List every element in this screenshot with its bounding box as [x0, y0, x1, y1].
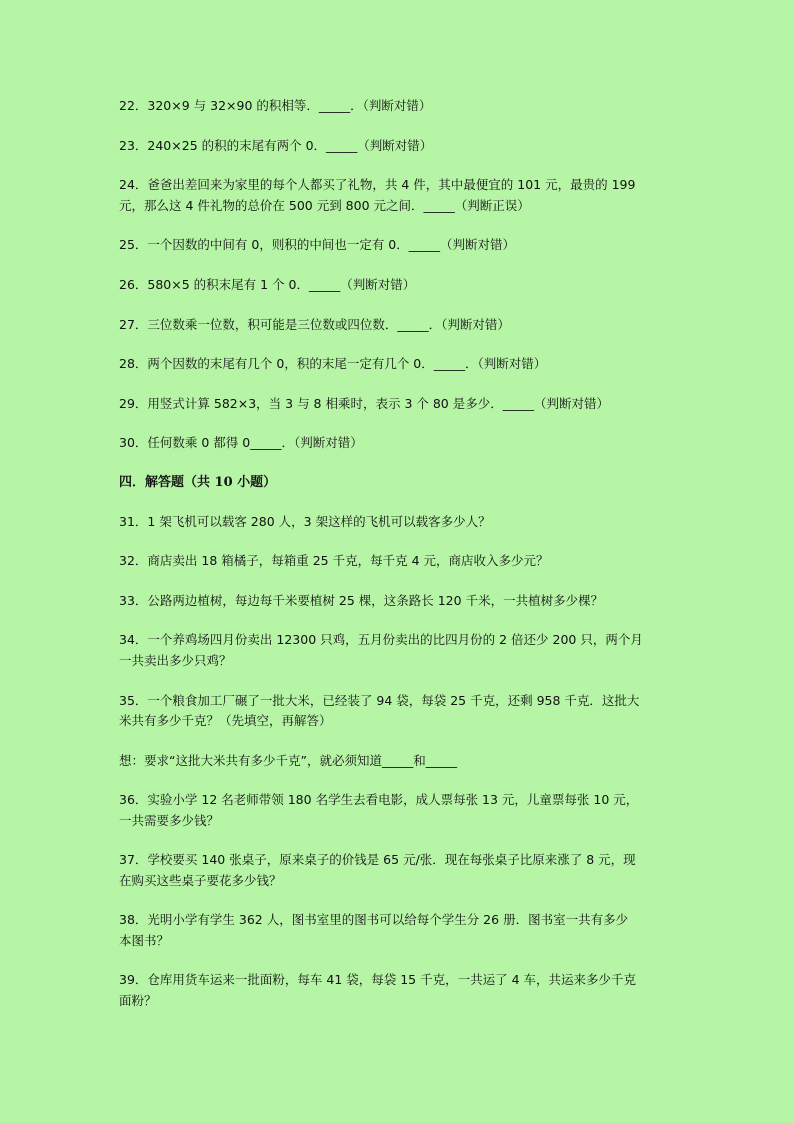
question-33: 33．公路两边植树，每边每千米要植树 25 棵，这条路长 120 千米，一共植树多少棵？	[119, 593, 604, 608]
question-39-line-2: 面粉？	[119, 993, 157, 1008]
question-24-line-2: 元，那么这 4 件礼物的总价在 500 元到 800 元之间．_____（判断正误）	[119, 198, 530, 213]
question-29: 29．用竖式计算 582×3，当 3 与 8 相乘时，表示 3 个 80 是多少．_____（判断对错）	[119, 396, 609, 411]
section-heading: 四．解答题（共 10 小题）	[119, 475, 277, 490]
question-31: 31．1 架飞机可以载客 280 人，3 架这样的飞机可以载客多少人？	[119, 514, 491, 529]
question-27: 27．三位数乘一位数，积可能是三位数或四位数．_____．（判断对错）	[119, 317, 510, 332]
question-26: 26．580×5 的积末尾有 1 个 0．_____（判断对错）	[119, 277, 416, 292]
question-38-line-2: 本图书？	[119, 933, 170, 948]
question-35-hint: 想：要求“这批大米共有多少千克”，就必须知道_____和_____	[119, 753, 457, 768]
question-34-line-2: 一共卖出多少只鸡？	[119, 653, 232, 668]
question-23: 23．240×25 的积的末尾有两个 0．_____（判断对错）	[119, 138, 433, 153]
question-25: 25．一个因数的中间有 0，则积的中间也一定有 0．_____（判断对错）	[119, 237, 516, 252]
question-36-line-1: 36．实验小学 12 名老师带领 180 名学生去看电影，成人票每张 13 元，儿童票每张 10 元，	[119, 792, 639, 807]
question-22: 22．320×9 与 32×90 的积相等．_____．（判断对错）	[119, 98, 432, 113]
question-35-line-2: 米共有多少千克？（先填空，再解答）	[119, 713, 332, 728]
question-36-line-2: 一共需要多少钱？	[119, 813, 220, 828]
question-34-line-1: 34．一个养鸡场四月份卖出 12300 只鸡，五月份卖出的比四月份的 2 倍还少 200 只，两个月	[119, 632, 643, 647]
question-24-line-1: 24．爸爸出差回来为家里的每个人都买了礼物，共 4 件，其中最便宜的 101 元，最贵的 199	[119, 177, 636, 192]
question-35-line-1: 35．一个粮食加工厂碾了一批大米，已经装了 94 袋，每袋 25 千克，还剩 958 千克．这批大	[119, 693, 640, 708]
question-37-line-1: 37．学校要买 140 张桌子，原来桌子的价钱是 65 元/张．现在每张桌子比原来涨了 8 元，现	[119, 852, 636, 867]
question-37-line-2: 在购买这些桌子要花多少钱？	[119, 873, 282, 888]
question-30: 30．任何数乘 0 都得 0_____．（判断对错）	[119, 435, 363, 450]
question-38-line-1: 38．光明小学有学生 362 人，图书室里的图书可以给每个学生分 26 册．图书室一共有多少	[119, 912, 629, 927]
question-28: 28．两个因数的末尾有几个 0，积的末尾一定有几个 0．_____．（判断对错）	[119, 356, 547, 371]
question-32: 32．商店卖出 18 箱橘子，每箱重 25 千克，每千克 4 元，商店收入多少元？	[119, 553, 549, 568]
question-39-line-1: 39．仓库用货车运来一批面粉，每车 41 袋，每袋 15 千克，一共运了 4 车，共运来多少千克	[119, 972, 637, 987]
